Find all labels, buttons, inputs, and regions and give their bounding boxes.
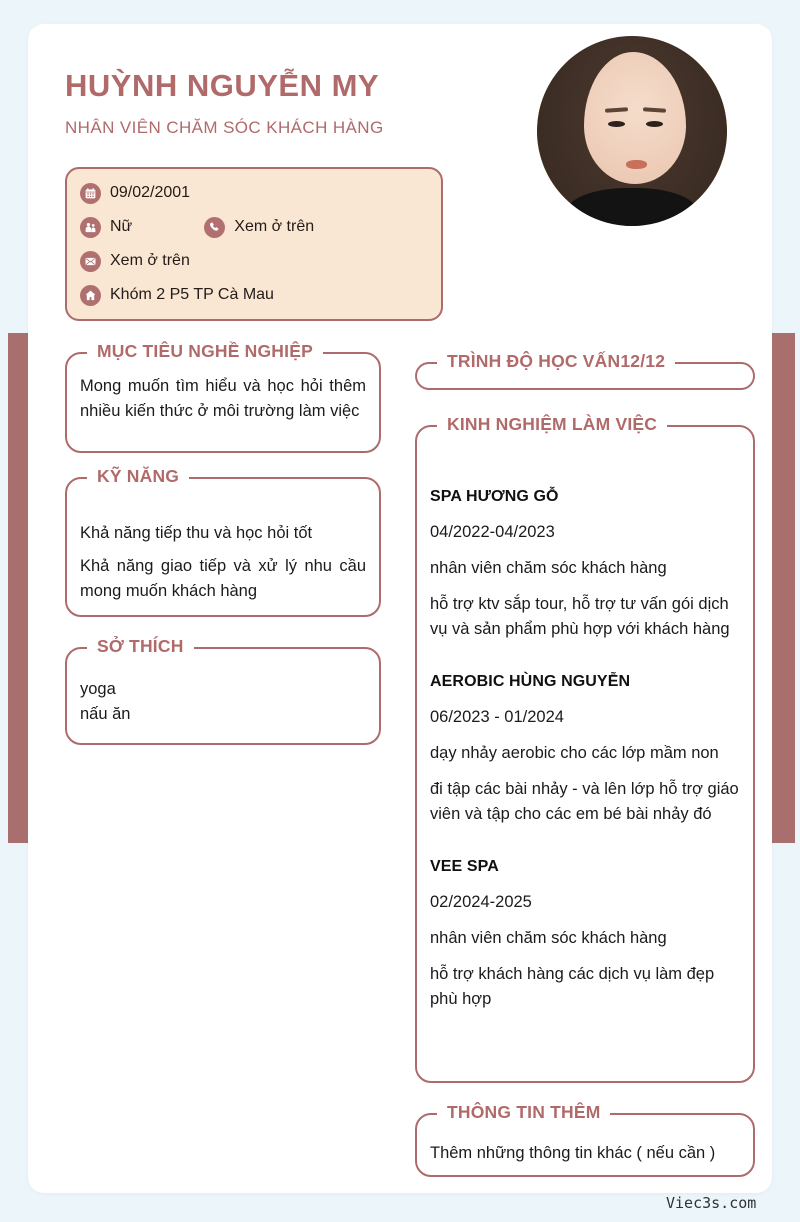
hobby-item: yoga <box>80 680 116 698</box>
contact-cell-phone <box>204 217 314 238</box>
contact-row-gender-phone <box>80 210 441 244</box>
profile-photo <box>537 36 727 226</box>
job-period: 04/2022-04/2023 <box>430 523 555 541</box>
gender-value: Nữ <box>110 218 133 235</box>
additional-info-text: Thêm những thông tin khác ( nếu cần ) <box>430 1144 716 1162</box>
hobbies-heading: SỞ THÍCH <box>87 636 194 657</box>
job-description: hỗ trợ khách hàng các dịch vụ làm đẹp phù hợp <box>430 965 715 1008</box>
education-heading: TRÌNH ĐỘ HỌC VẤN12/12 <box>437 351 675 372</box>
email-icon <box>80 251 101 272</box>
contact-row-address <box>80 278 441 312</box>
career-objective-heading: MỤC TIÊU NGHỀ NGHIỆP <box>87 341 323 362</box>
job-company: AEROBIC HÙNG NGUYỄN <box>430 673 631 690</box>
hobby-item: nấu ăn <box>80 705 131 723</box>
phone-value: Xem ở trên <box>234 218 315 235</box>
photo-lips <box>626 160 647 169</box>
section-career-objective <box>65 341 381 453</box>
contact-cell-gender <box>80 217 132 238</box>
left-accent-bar <box>8 333 28 843</box>
job-entry <box>430 854 742 1012</box>
birthday-value: 09/02/2001 <box>110 184 191 201</box>
right-accent-bar <box>772 333 795 843</box>
candidate-job-title: NHÂN VIÊN CHĂM SÓC KHÁCH HÀNG <box>65 118 384 137</box>
gender-icon <box>80 217 101 238</box>
calendar-icon <box>80 183 101 204</box>
work-experience-heading: KINH NGHIỆM LÀM VIỆC <box>437 414 667 435</box>
email-value: Xem ở trên <box>110 252 190 269</box>
job-period: 06/2023 - 01/2024 <box>430 708 564 726</box>
job-company: SPA HƯƠNG GỖ <box>430 488 559 505</box>
job-description: đi tập các bài nhảy - và lên lớp hỗ trợ giáo viên và tập cho các em bé bài nhảy đó <box>430 780 739 823</box>
job-period: 02/2024-2025 <box>430 893 532 911</box>
contact-row-email <box>80 244 441 278</box>
home-icon <box>80 285 101 306</box>
skill-item: Khả năng giao tiếp và xử lý nhu cầu mong muốn khách hàng <box>80 557 366 600</box>
contact-info-card <box>65 167 443 321</box>
section-work-experience <box>415 414 755 1083</box>
job-description: hỗ trợ ktv sắp tour, hỗ trợ tư vấn gói dịch vụ và sản phẩm phù hợp với khách hàng <box>430 595 730 638</box>
phone-icon <box>204 217 225 238</box>
job-company: VEE SPA <box>430 858 499 875</box>
additional-info-heading: THÔNG TIN THÊM <box>437 1102 610 1123</box>
section-education <box>415 351 755 390</box>
address-value: Khóm 2 P5 TP Cà Mau <box>110 286 274 303</box>
job-entry <box>430 669 742 827</box>
candidate-name: HUỲNH NGUYỄN MY <box>65 68 380 103</box>
contact-row-birthday <box>80 176 441 210</box>
section-skills <box>65 466 381 617</box>
photo-eye-left <box>608 121 625 127</box>
site-watermark: Viec3s.com <box>666 1194 757 1212</box>
job-role: nhân viên chăm sóc khách hàng <box>430 559 667 577</box>
job-role: nhân viên chăm sóc khách hàng <box>430 929 667 947</box>
skills-heading: KỸ NĂNG <box>87 466 189 487</box>
photo-eye-right <box>646 121 663 127</box>
job-entry <box>430 484 742 642</box>
career-objective-text: Mong muốn tìm hiểu và học hỏi thêm nhiều kiến thức ở môi trường làm việc <box>80 377 366 420</box>
section-additional-info <box>415 1102 755 1177</box>
skill-item: Khả năng tiếp thu và học hỏi tốt <box>80 524 313 542</box>
job-role: dạy nhảy aerobic cho các lớp mầm non <box>430 744 719 762</box>
section-hobbies <box>65 636 381 745</box>
